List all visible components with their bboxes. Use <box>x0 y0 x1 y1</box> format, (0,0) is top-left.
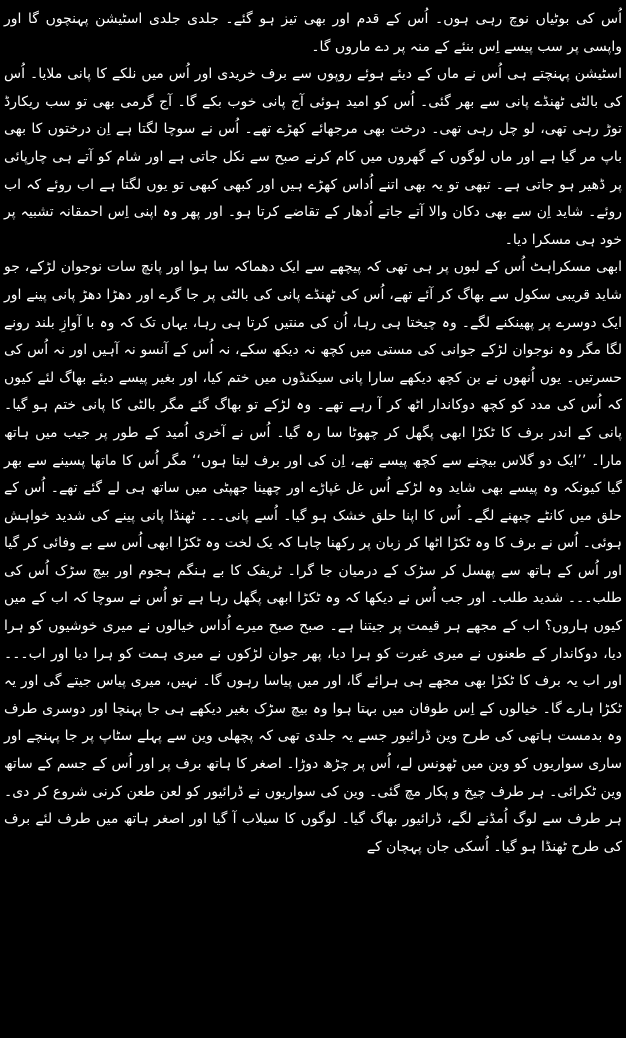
paragraph: ابھی مسکراہٹ اُس کے لبوں پر ہی تھی کہ پیچھے سے ایک دھماکہ سا ہوا اور پانچ سات نوجوان لڑکے، جو شاید قریبی سکول سے بھاگ کر آئے تھے، اُس کی ٹھنڈے پانی کی بالٹی پر جا گرے اور دھڑا دھڑ پانی پینے اور ایک دوسرے پر پھینکنے لگے۔ وہ چیختا ہی رہا، اُن کی منتیں کرتا ہی رہا، یہاں تک کہ وہ با آوازِ بلند رونے لگا مگر وہ نوجوان لڑکے جوانی کی مستی میں کچھ نہ دیکھ سکے، نہ اُس کے آنسو نہ آہیں اور نہ اُس کی حسرتیں۔ یوں اُنھوں نے بن کچھ دیکھے سارا پانی سیکنڈوں میں ختم کیا، اور بغیر پیسے دیئے بھاگ لئے کیوں کہ اُس کی مدد کو کچھ دوکاندار اٹھ کر آ رہے تھے۔ وہ لڑکے تو بھاگ گئے مگر بالٹی کا پانی ختم ہو گیا۔ پانی کے اندر برف کا ٹکڑا ابھی پگھل کر چھوٹا سا رہ گیا۔ اُس نے آخری اُمید کے طور پر جیب میں ہاتھ مارا۔ ’’ایک دو گلاس بیچنے سے کچھ پیسے تھے، اِن کی اور برف لیتا ہوں‘‘ مگر اُس کا ماتھا پسینے سے بھر گیا کیونکہ وہ پیسے بھی شاید وہ لڑکے اُس غل غپاڑے اور چھینا جھپٹی میں ساتھ ہی لے گئے تھے۔ اُس کے حلق میں کانٹے چبھنے لگے۔ اُس کا اپنا حلق خشک ہو گیا۔ اُسے پانی۔۔۔ ٹھنڈا پانی پینے کی شدید خواہش ہوئی۔ اُس نے برف کا وہ ٹکڑا اٹھا کر زبان پر رکھنا چاہا کہ یک لخت وہ ٹکڑا ابھی اُس سے بے وفائی کر گیا اور اُس کے ہاتھ سے پھسل کر سڑک کے درمیان جا گرا۔ ٹریفک کا بے ہنگم ہجوم اور بیچ سڑک اُس کی طلب۔۔۔ شدید طلب۔ اور جب اُس نے دیکھا کہ وہ ٹکڑا ابھی پگھل رہا ہے تو اُس نے سوچا کہ اب کے میں کیوں ہاروں؟ اب کے مجھے ہر قیمت پر جیتنا ہے۔ صبح صبح میرے اُداس خیالوں نے میری خوشیوں کو ہرا دیا، دوکاندار کے طعنوں نے میری غیرت کو ہرا دیا، پھر جوان لڑکوں نے میری ہمت کو ہرا دیا اور اب۔۔۔ اور اب یہ برف کا ٹکڑا بھی مجھے ہی ہرائے گا، اور میں پیاسا رہوں گا۔ نہیں، میری پیاس جیتے گی اور یہ ٹکڑا ہارے گا۔ خیالوں کے اِس طوفان میں بہتا ہوا وہ بیچ سڑک بغیر دیکھے ہی جا پہنچا اور دوسری طرف وہ بدمست ہاتھی کی طرح وین ڈرائیور جسے یہ جلدی تھی کہ پچھلی وین سے پہلے سٹاپ پر جا پہنچے اور ساری سواریوں کو وین میں ٹھونس لے، اُس پر چڑھ دوڑا۔ اصغر کا ہاتھ برف پر اور اُس کے جسم کے ساتھ وین ٹکرائی۔ ہر طرف چیخ و پکار مچ گئی۔ وین کی سواریوں نے ڈرائیور کو لعن طعن کرنی شروع کر دی۔ ہر طرف سے لوگ اُمڈنے لگے، ڈرائیور بھاگ گیا۔ لوگوں کا سیلاب آ گیا اور اصغر ہاتھ میں طرف لئے برف کی طرح ٹھنڈا ہو گیا۔ اُسکی جان پہچان کے <box>4 259 622 855</box>
paragraph: اسٹیشن پہنچتے ہی اُس نے ماں کے دیئے ہوئے روپوں سے برف خریدی اور اُس میں نلکے کا پانی ملایا۔ اُس کی بالٹی ٹھنڈے پانی سے بھر گئی۔ اُس کو امید ہوئی آج پانی خوب بکے گا۔ آج گرمی بھی تو سب ریکارڈ توڑ رہی تھی، لو چل رہی تھی۔ درخت بھی مرجھائے کھڑے تھے۔ اُس نے سوچا لگتا ہے اِن درختوں کا بھی باپ مر گیا ہے اور ماں لوگوں کے گھروں میں کام کرنے صبح سے نکل جاتی ہے اور شام کو آتے ہی چارپائی پر ڈھیر ہو جاتی ہے۔ تبھی تو یہ بھی اتنے اُداس کھڑے ہیں اور کبھی کبھی تو یوں لگتا ہے اب روئے کہ اب روئے۔ شاید اِن سے بھی دکان والا آتے جاتے اُدھار کے تقاضے کرتا ہو۔ اور پھر وہ اپنی اِس احمقانہ تشبیہ پر خود ہی مسکرا دیا۔ <box>4 66 622 248</box>
paragraph: اُس کی بوٹیاں نوچ رہی ہوں۔ اُس کے قدم اور بھی تیز ہو گئے۔ جلدی جلدی اسٹیشن پہنچوں گا اور واپسی پر سب پیسے اِس بنئے کے منہ پر دے ماروں گا۔ <box>4 11 622 55</box>
